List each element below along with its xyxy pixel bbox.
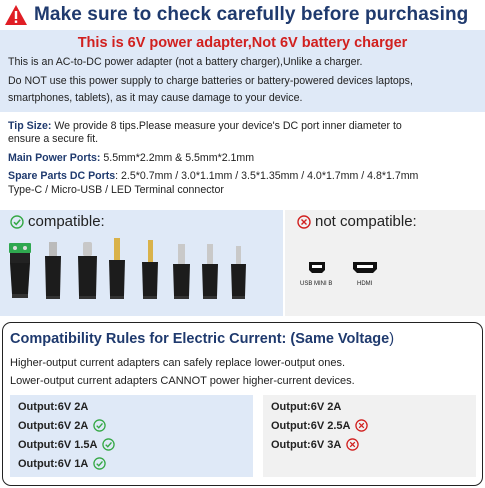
- output-label: Output:6V 3A: [271, 438, 342, 451]
- type-c-tip: [78, 242, 97, 299]
- usb-mini-b-caption: USB MINI B: [300, 281, 333, 287]
- compatible-output-row: [18, 438, 115, 451]
- compatible-output-row: [18, 401, 88, 413]
- rules-title-paren: ): [389, 331, 395, 347]
- main-ports-line: [8, 152, 254, 164]
- spare-ports-label: Spare Parts DC Ports: [8, 170, 116, 182]
- check-circle-icon: [93, 419, 106, 432]
- tip-size-line-2: ensure a secure fit.: [8, 133, 99, 145]
- compatible-output-row: [18, 457, 106, 470]
- compatible-panel: [0, 210, 283, 316]
- incompatible-outputs-box: [263, 395, 476, 477]
- incompatible-output-row: [271, 401, 341, 413]
- notice-headline: This is 6V power adapter,Not 6V battery charger: [77, 35, 408, 51]
- check-circle-icon: [93, 457, 106, 470]
- rules-title: [10, 331, 394, 347]
- output-label: Output:6V 2A: [18, 401, 89, 413]
- tip-size-label: Tip Size:: [8, 120, 52, 132]
- compatible-tips-illustration: [0, 210, 283, 316]
- incompatible-output-row: [271, 419, 368, 432]
- notice-line-1: This is an AC-to-DC power adapter (not a battery charger),Unlike a charger.: [8, 56, 363, 68]
- compatible-label: compatible:: [28, 213, 105, 230]
- dc-tip-1: [109, 238, 125, 299]
- hdmi-port-icon: [353, 262, 377, 273]
- spare-ports-text: : 2.5*0.7mm / 3.0*1.1mm / 3.5*1.35mm / 4.0*1.7mm / 4.8*1.7mm: [115, 170, 419, 182]
- output-label: Output:6V 2A: [18, 419, 89, 432]
- dc-tip-4: [202, 244, 218, 299]
- incompatible-ports-illustration: [285, 210, 485, 316]
- rules-line-1: Higher-output current adapters can safely replace lower-output ones.: [10, 357, 346, 369]
- hdmi-caption: HDMI: [357, 281, 373, 287]
- rules-line-2: Lower-output current adapters CANNOT power higher-current devices.: [10, 375, 355, 387]
- notice-panel: [0, 30, 485, 112]
- main-ports-label: Main Power Ports:: [8, 152, 101, 164]
- warning-triangle-icon: [4, 4, 28, 26]
- page-title: Make sure to check carefully before purchasing: [34, 4, 469, 25]
- main-ports-text: 5.5mm*2.2mm & 5.5mm*2.1mm: [100, 152, 255, 164]
- extra-connectors-line: Type-C / Micro-USB / LED Terminal connector: [8, 184, 224, 196]
- rules-title-text: Compatibility Rules for Electric Current: (Same Voltage: [10, 331, 390, 347]
- micro-usb-tip: [45, 242, 61, 299]
- output-label: Output:6V 1A: [18, 457, 89, 470]
- header-bar: [0, 0, 485, 30]
- output-label: Output:6V 2A: [271, 401, 342, 413]
- usb-mini-b-port-icon: [309, 262, 325, 273]
- output-label: Output:6V 1.5A: [18, 438, 98, 451]
- x-circle-icon: [355, 419, 368, 432]
- not-compatible-panel: [285, 210, 485, 316]
- notice-line-3: smartphones, tablets), as it may cause damage to your device.: [8, 92, 303, 104]
- compatible-output-row: [18, 419, 106, 432]
- spare-ports-line: [8, 170, 418, 182]
- x-circle-icon: [346, 438, 359, 451]
- led-terminal-tip: [9, 243, 31, 298]
- tip-size-line: [8, 120, 402, 132]
- tip-size-text: We provide 8 tips.Please measure your device's DC port inner diameter to: [51, 120, 402, 132]
- dc-tip-5: [231, 246, 246, 299]
- incompatible-output-row: [271, 438, 359, 451]
- check-circle-icon: [102, 438, 115, 451]
- notice-line-2: Do NOT use this power supply to charge batteries or battery-powered devices laptops,: [8, 75, 413, 87]
- dc-tip-2: [142, 240, 158, 299]
- not-compatible-label: not compatible:: [315, 213, 417, 230]
- output-label: Output:6V 2.5A: [271, 419, 351, 432]
- compatibility-rules-panel: [2, 322, 483, 486]
- compatible-outputs-box: [10, 395, 253, 477]
- dc-tip-3: [173, 244, 190, 299]
